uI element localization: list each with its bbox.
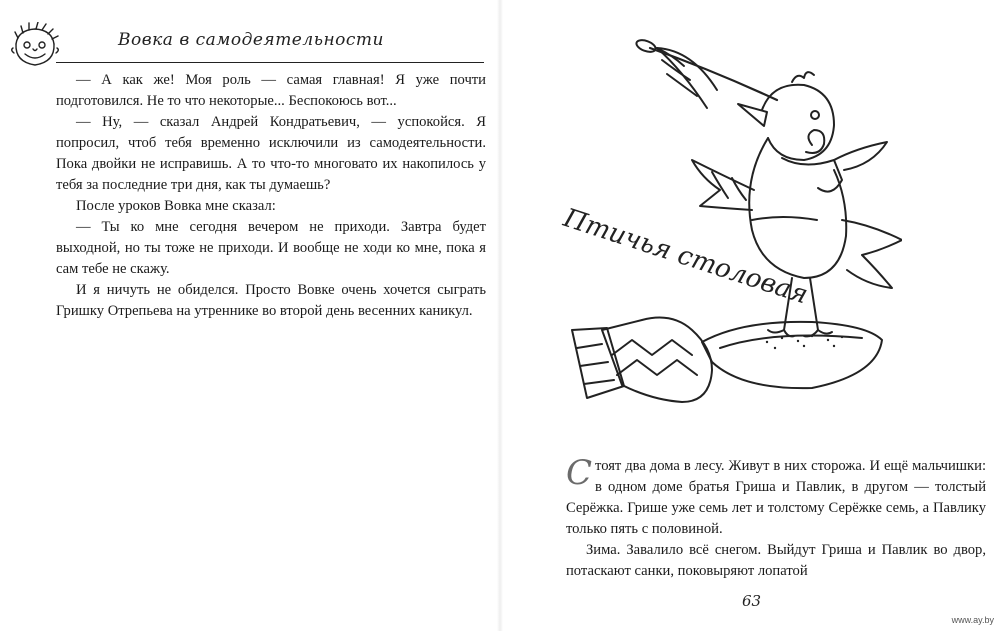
paragraph: После уроков Вовка мне сказал:	[76, 198, 276, 214]
page-number: 63	[742, 592, 762, 610]
header-rule	[56, 62, 484, 63]
illustration-title: Птичья столовая	[559, 203, 812, 311]
paragraph: — Ну, — сказал Андрей Кондратьевич, — успокойся. Я попросил, чтоб тебя временно исключили из самодеятельности. Пока двойки не исправишь. А то что-то многовато их накопилось у тебя за последние три дня, как ты думаешь?	[56, 114, 486, 193]
paragraph	[566, 453, 986, 540]
paragraph: — А как же! Моя роль — самая главная! Я уже почти подготовился. Не то что некоторые... Беспокоюсь вот...	[56, 72, 486, 109]
paragraph: Зима. Завалило всё снегом. Выйдут Гриша и Павлик во двор, потаскают санки, поковыряют лопатой	[566, 542, 986, 579]
paragraph: — Ты ко мне сегодня вечером не приходи. Завтра будет выходной, но ты тоже не приходи. И вообще не ходи ко мне, пока я сам тебе не скажу.	[56, 219, 486, 277]
running-title: Вовка в самодеятельности	[118, 30, 384, 50]
boy-face-icon	[8, 22, 62, 72]
left-page-text	[56, 70, 486, 322]
right-page-text	[566, 453, 986, 582]
drop-cap: С	[566, 453, 593, 493]
paragraph: И я ничуть не обиделся. Просто Вовке очень хочется сыграть Гришку Отрепьева на утреннике во второй день весенних каникул.	[56, 282, 486, 319]
watermark: www.ay.by	[951, 615, 994, 625]
paragraph-text: тоят два дома в лесу. Живут в них сторожа. И ещё мальчишки: в одном доме братья Гриша и Павлик, в другом — толстый Серёжка. Грише уже семь лет и толстому Серёжке семь, а Павлику только пять с половиной.	[566, 458, 986, 537]
bird-feeder-illustration	[542, 30, 902, 430]
